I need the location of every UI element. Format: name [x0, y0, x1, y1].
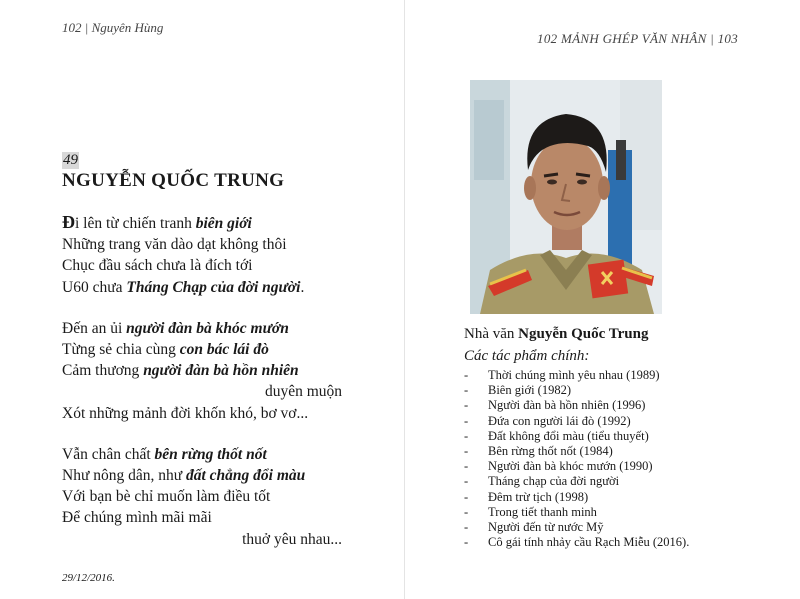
works-list-item: [464, 368, 689, 383]
list-bullet: -: [464, 459, 469, 474]
emphasized-title: Tháng Chạp của đời người: [126, 278, 301, 296]
left-running-header: 102 | Nguyên Hùng: [62, 20, 164, 35]
portrait-illustration: [470, 80, 662, 314]
poem-line: [62, 339, 347, 360]
work-title: Thời chúng mình yêu nhau (1989): [488, 368, 660, 382]
poem-text: .: [300, 278, 305, 296]
list-bullet: -: [464, 368, 469, 382]
list-bullet: -: [464, 504, 469, 519]
poem-text: Vẫn chân chất: [62, 445, 155, 463]
work-title: Đứa con người lái đò (1992): [488, 413, 631, 428]
emphasized-title: biên giới: [195, 215, 252, 232]
works-list-item: [464, 474, 689, 489]
poem-line: [62, 486, 347, 507]
poem-line: [62, 444, 347, 465]
book-spine: [404, 0, 405, 599]
works-list-item: [464, 459, 689, 474]
poem-text: Chục đầu sách chưa là đích tới: [62, 257, 253, 275]
caption-prefix: Nhà văn: [464, 326, 519, 342]
stanza-break: [62, 424, 347, 444]
list-bullet: -: [464, 444, 469, 459]
works-list-item: [464, 490, 689, 505]
list-bullet: -: [464, 489, 469, 504]
poem-line: [62, 255, 347, 276]
entry-title: NGUYỄN QUỐC TRUNG: [62, 170, 285, 191]
list-bullet: -: [464, 383, 469, 398]
poem-line: [62, 403, 347, 424]
work-title: Trong tiết thanh minh: [488, 504, 597, 519]
emphasized-title: người đàn bà hồn nhiên: [143, 362, 299, 380]
poem-line: [62, 529, 347, 550]
poem-text: Cảm thương: [62, 362, 144, 380]
poem-line: [62, 212, 347, 234]
works-heading: Các tác phẩm chính:: [464, 348, 590, 364]
works-list: [464, 368, 689, 550]
poem-text: Đ: [62, 212, 75, 232]
list-bullet: -: [464, 428, 469, 443]
work-title: Đêm trừ tịch (1998): [488, 489, 589, 504]
poem: [62, 212, 347, 550]
work-title: Cô gái tính nhảy cầu Rạch Miễu (2016).: [488, 535, 690, 550]
right-page: [406, 0, 800, 599]
works-list-item: [464, 398, 689, 413]
list-bullet: -: [464, 398, 469, 413]
emphasized-title: bên rừng thốt nốt: [154, 445, 267, 463]
poem-line: [62, 318, 347, 339]
list-bullet: -: [464, 535, 469, 550]
work-title: Người đàn bà khóc mướn (1990): [488, 459, 653, 474]
stanza-break: [62, 298, 347, 318]
work-title: Đất không đổi màu (tiểu thuyết): [488, 428, 649, 443]
poem-text: Với bạn bè chỉ muốn làm điều tốt: [62, 488, 271, 506]
work-title: Người đàn bà hồn nhiên (1996): [488, 398, 646, 413]
entry-number: 49: [63, 152, 78, 168]
poem-text: Như nông dân, như: [62, 467, 186, 485]
emphasized-title: người đàn bà khóc mướn: [126, 319, 289, 337]
poem-text: Những trang văn dào dạt không thôi: [62, 236, 287, 254]
list-bullet: -: [464, 520, 469, 535]
poem-text: Đến an ủi: [62, 319, 127, 337]
list-bullet: -: [464, 413, 469, 428]
poem-text: Từng sẻ chia cùng: [62, 341, 180, 359]
poem-text: thuở yêu nhau...: [242, 530, 342, 548]
poem-line: [62, 277, 347, 298]
portrait-caption: [464, 326, 648, 343]
emphasized-title: con bác lái đò: [179, 341, 269, 359]
poem-line: [62, 465, 347, 486]
emphasized-title: đất chẳng đổi màu: [186, 467, 306, 485]
poem-text: U60 chưa: [62, 278, 127, 296]
work-title: Bên rừng thốt nốt (1984): [488, 444, 613, 459]
poem-line: [62, 360, 347, 381]
poem-text: Xót những mảnh đời khốn khó, bơ vơ...: [62, 404, 309, 422]
list-bullet: -: [464, 474, 469, 489]
work-title: Tháng chạp của đời người: [488, 474, 620, 489]
poem-text: Để chúng mình mãi mãi: [62, 509, 212, 527]
works-list-item: [464, 535, 689, 550]
caption-author-name: Nguyễn Quốc Trung: [518, 326, 649, 342]
author-portrait: [470, 80, 662, 314]
works-list-item: [464, 383, 689, 398]
poem-line: [62, 381, 347, 402]
right-running-header: 102 MẢNH GHÉP VĂN NHÂN | 103: [537, 31, 738, 46]
poem-date: 29/12/2016.: [62, 572, 115, 584]
works-list-item: [464, 520, 689, 535]
poem-line: [62, 507, 347, 528]
works-list-item: [464, 429, 689, 444]
works-list-item: [464, 444, 689, 459]
poem-line: [62, 234, 347, 255]
work-title: Người đến từ nước Mỹ: [488, 520, 604, 535]
works-list-item: [464, 414, 689, 429]
poem-text: duyên muộn: [264, 383, 342, 401]
works-list-item: [464, 505, 689, 520]
poem-text: i lên từ chiến tranh: [75, 215, 196, 232]
work-title: Biên giới (1982): [488, 383, 571, 398]
